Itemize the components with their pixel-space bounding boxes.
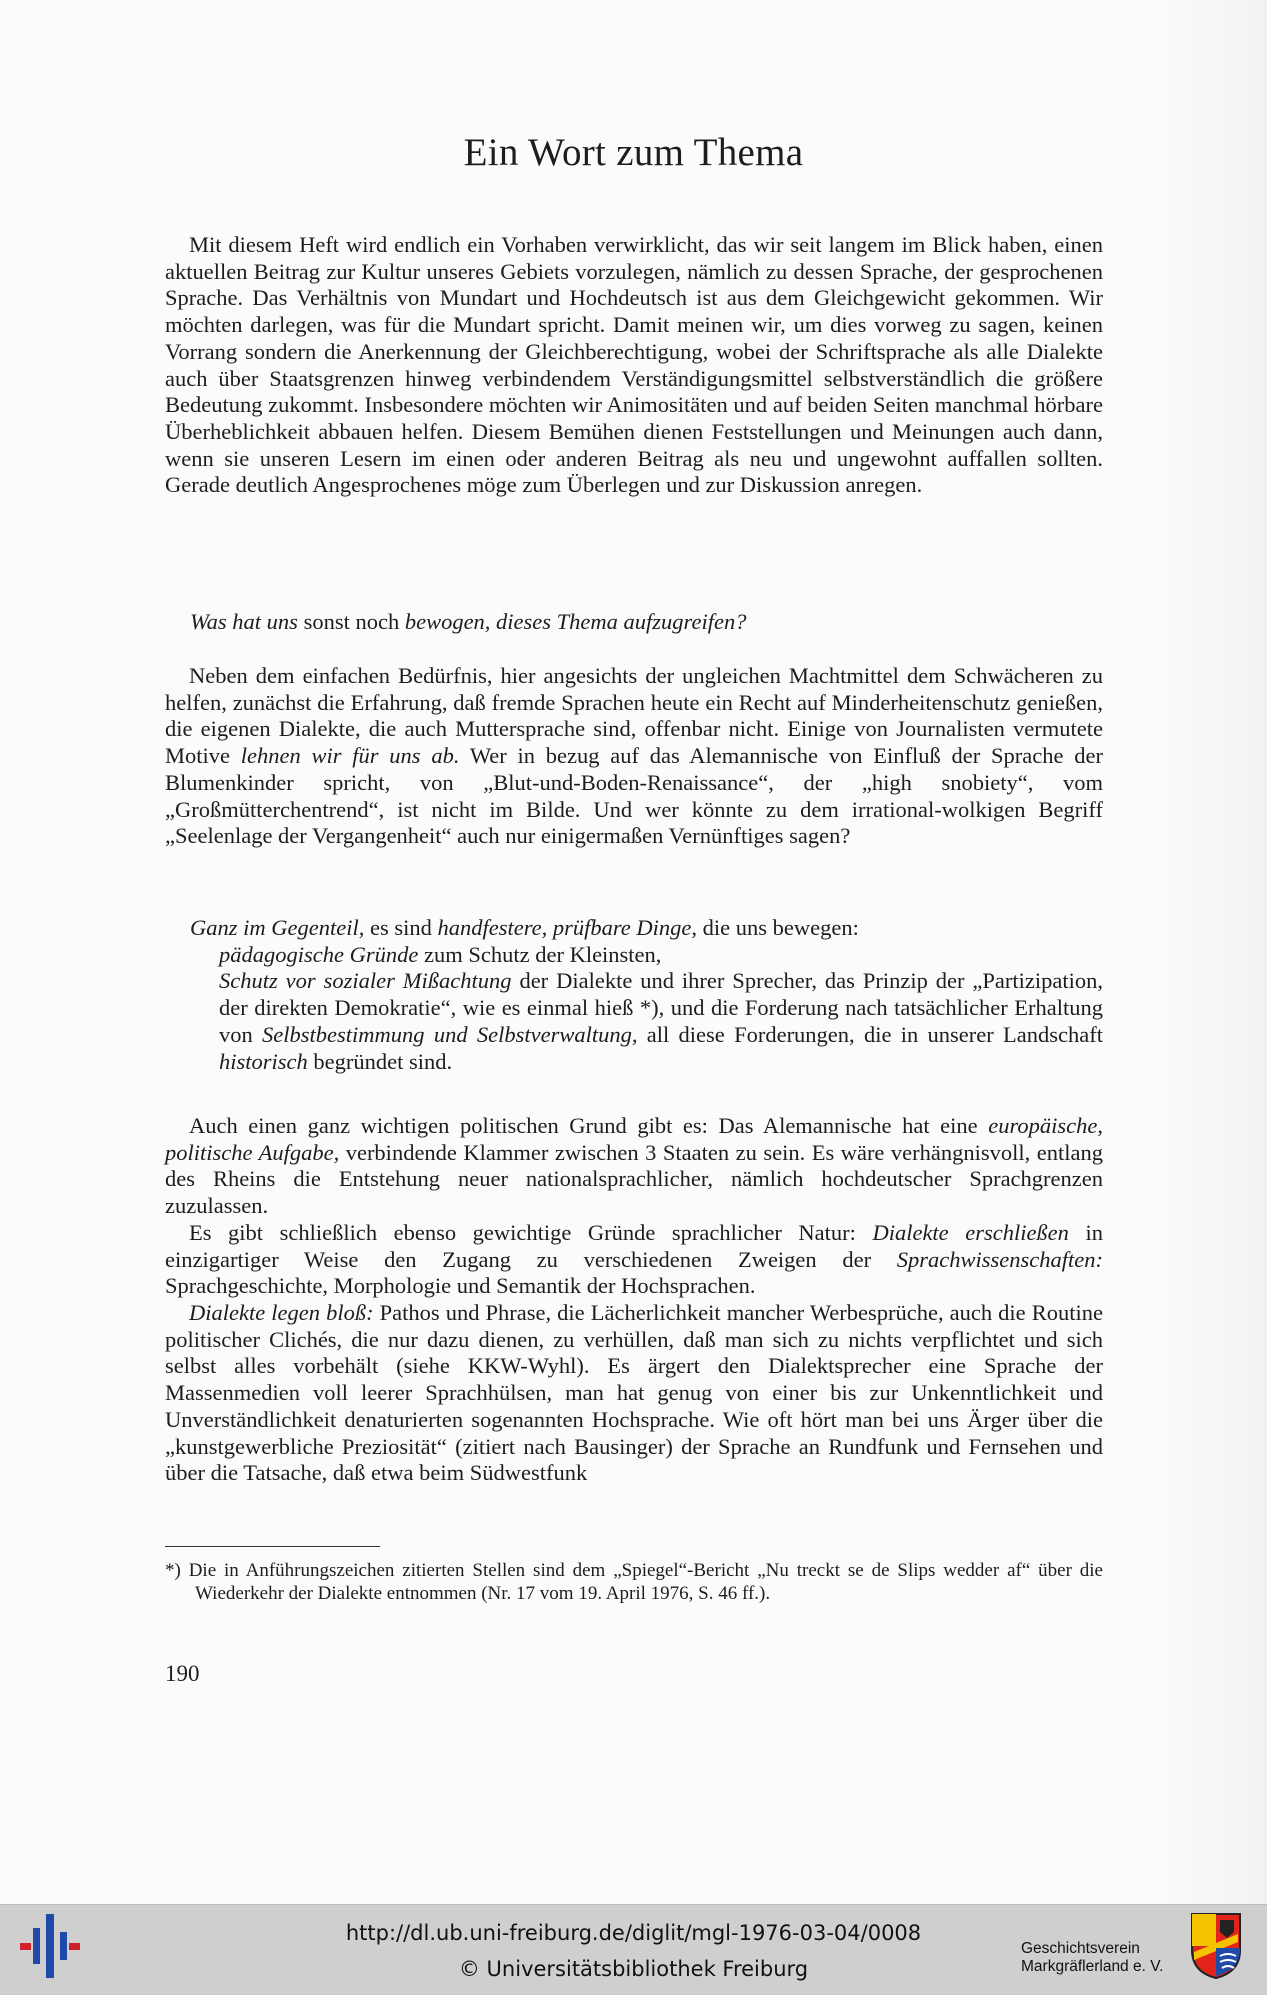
question-italic-1: Was hat uns bbox=[190, 609, 298, 634]
reasons-text-2: die uns bewegen: bbox=[697, 915, 859, 940]
reasons-italic-5: Selbstbestimmung und Selbstverwaltung, bbox=[262, 1021, 638, 1047]
linguistic-text-b: in einzigartiger Weise den Zugang zu verschiedenen Zweigen der bbox=[165, 1220, 1103, 1272]
expose-text: Pathos und Phrase, die Lächerlichkeit mancher Werbesprüche, auch die Routine politischer Clichés, die nur dazu dienen, zu verhüllen, daß man sich zu nichts verpflichtet und sich selbst alles vorbehält (siehe KKW-Wyhl). Es ärgert den Dialektsprecher eine Sprache der Massenmedien voll leerer Sprachhülsen, man hat genug von einer bis zur Unkenntlichkeit und Unverständlichkeit denaturierten sogenannten Hochsprache. Wie oft hört man bei uns Ärger über die „kunstgewerbliche Preziosität“ (zitiert nach Bausinger) der Sprache an Rundfunk und Fernsehen und über die Tatsache, daß etwa beim Südwestfunk bbox=[165, 1300, 1103, 1486]
linguistic-text-c: Sprachgeschichte, Morphologie und Semantik der Hochsprachen. bbox=[165, 1273, 756, 1299]
reasons-italic-1: Ganz im Gegenteil, bbox=[190, 915, 365, 940]
paragraph-expose bbox=[165, 1300, 1103, 1487]
society-crest-icon bbox=[1190, 1912, 1242, 1980]
needs-text-b: Wer in bezug auf das Alemannische von Einfluß der Sprache der Blumenkinder spricht, von „Blut-und-Boden-Renaissance“, der „high snobiety“, vom „Großmütterchentrend“, ist nicht im Bilde. Und wer könnte zu dem irrational-wolkigen Begriff „Seelenlage der Vergangenheit“ auch nur einigermaßen Vernünftiges sagen? bbox=[165, 743, 1103, 849]
reasons-text-3: zum Schutz der Kleinsten, bbox=[418, 941, 662, 967]
reasons-text-6: begründet sind. bbox=[307, 1048, 453, 1074]
paragraph-linguistic bbox=[165, 1220, 1103, 1300]
reasons-italic-3: pädagogische Gründe bbox=[219, 941, 419, 967]
reasons-block bbox=[190, 915, 1103, 1075]
society-name bbox=[1021, 1940, 1186, 1976]
page-title: Ein Wort zum Thema bbox=[463, 131, 804, 174]
reasons-text-1: es sind bbox=[364, 915, 438, 940]
reasons-italic-4: Schutz vor sozialer Mißachtung bbox=[219, 968, 512, 994]
paragraph-question bbox=[190, 609, 1128, 636]
page-number: 190 bbox=[165, 1661, 200, 1686]
linguistic-italic-2: Sprachwissenschaften: bbox=[896, 1246, 1103, 1272]
footnote-divider bbox=[165, 1546, 380, 1547]
reasons-line-pedagogic bbox=[190, 942, 1103, 969]
needs-italic: lehnen wir für uns ab. bbox=[240, 743, 460, 769]
expose-italic: Dialekte legen bloß: bbox=[189, 1300, 374, 1325]
needs-text-a: Neben dem einfachen Bedürfnis, hier angesichts der ungleichen Machtmittel dem Schwächeren zu helfen, zunächst die Erfahrung, daß fremde Sprachen heute ein Recht auf Minderheitenschutz genießen, die eigenen Dialekte, die auch Muttersprache sind, offenbar nicht. Einige von Journalisten vermutete Motive bbox=[165, 663, 1103, 769]
question-plain: sonst noch bbox=[297, 609, 405, 634]
footnote: *) Die in Anführungszeichen zitierten Stellen sind dem „Spiegel“-Bericht „Nu treckt se de Slips wedder af“ über die Wiederkehr der Dialekte entnommen (Nr. 17 vom 19. April 1976, S. 46 ff.). bbox=[165, 1560, 1103, 1604]
permalink-url[interactable]: http://dl.ub.uni-freiburg.de/diglit/mgl-1976-03-04/0008 bbox=[345, 1921, 922, 1945]
copyright-notice: © Universitätsbibliothek Freiburg bbox=[458, 1957, 809, 1981]
political-italic: europäische, politische Aufgabe, bbox=[165, 1113, 1103, 1165]
reasons-line-protection bbox=[190, 968, 1103, 1075]
political-text-a: Auch einen ganz wichtigen politischen Grund gibt es: Das Alemannische hat eine bbox=[189, 1113, 989, 1138]
paragraph-political bbox=[165, 1113, 1103, 1220]
linguistic-italic-1: Dialekte erschließen bbox=[872, 1220, 1069, 1245]
political-text-b: verbindende Klammer zwischen 3 Staaten zu sein. Es wäre verhängnisvoll, entlang des Rheins die Entstehung neuer nationalsprachlicher, nämlich hochdeutscher Sprachgrenzen zuzulassen. bbox=[165, 1139, 1104, 1219]
paragraph-needs bbox=[165, 663, 1103, 850]
paragraph-intro: Mit diesem Heft wird endlich ein Vorhaben verwirklicht, das wir seit langem im Blick haben, einen aktuellen Beitrag zur Kultur unseres Gebiets vorzulegen, nämlich zu dessen Sprache, der gesprochenen Sprache. Das Verhältnis von Mundart und Hochdeutsch ist aus dem Gleichgewicht gekommen. Wir möchten darlegen, was für die Mundart spricht. Damit meinen wir, um dies vorweg zu sagen, keinen Vorrang sondern die Anerkennung der Gleichberechtigung, wobei der Schriftsprache als alle Dialekte auch über Staatsgrenzen hinweg verbindendem Verständigungsmittel selbstverständlich die größere Bedeutung zukommt. Insbesondere möchten wir Animositäten und auf beiden Seiten manchmal hörbare Überheblichkeit abbauen helfen. Diesem Bemühen dienen Feststellungen und Meinungen auch dann, wenn sie unseren Lesern im einen oder anderen Beitrag als neu und ungewohnt auffallen sollten. Gerade deutlich Angesprochenes möge zum Überlegen und zur Diskussion anregen. bbox=[165, 232, 1103, 498]
reasons-text-4: der Dialekte und ihrer Sprecher, das Prinzip der „Partizipation, der direkten Demokratie“, wie es einmal hieß *), und die Forderung nach tatsächlicher Erhaltung von bbox=[219, 968, 1103, 1047]
society-name-line-2: Markgräflerland e. V. bbox=[1021, 1958, 1164, 1975]
society-name-line-1: Geschichtsverein bbox=[1021, 1940, 1140, 1957]
reasons-italic-2: handfestere, prüfbare Dinge, bbox=[437, 915, 698, 940]
reasons-text-5: all diese Forderungen, die in unserer Landschaft bbox=[637, 1021, 1103, 1047]
linguistic-text-a: Es gibt schließlich ebenso gewichtige Gründe sprachlicher Natur: bbox=[189, 1220, 873, 1245]
reasons-italic-6: historisch bbox=[219, 1048, 308, 1074]
question-italic-2: bewogen, dieses Thema aufzugreifen? bbox=[404, 609, 747, 634]
